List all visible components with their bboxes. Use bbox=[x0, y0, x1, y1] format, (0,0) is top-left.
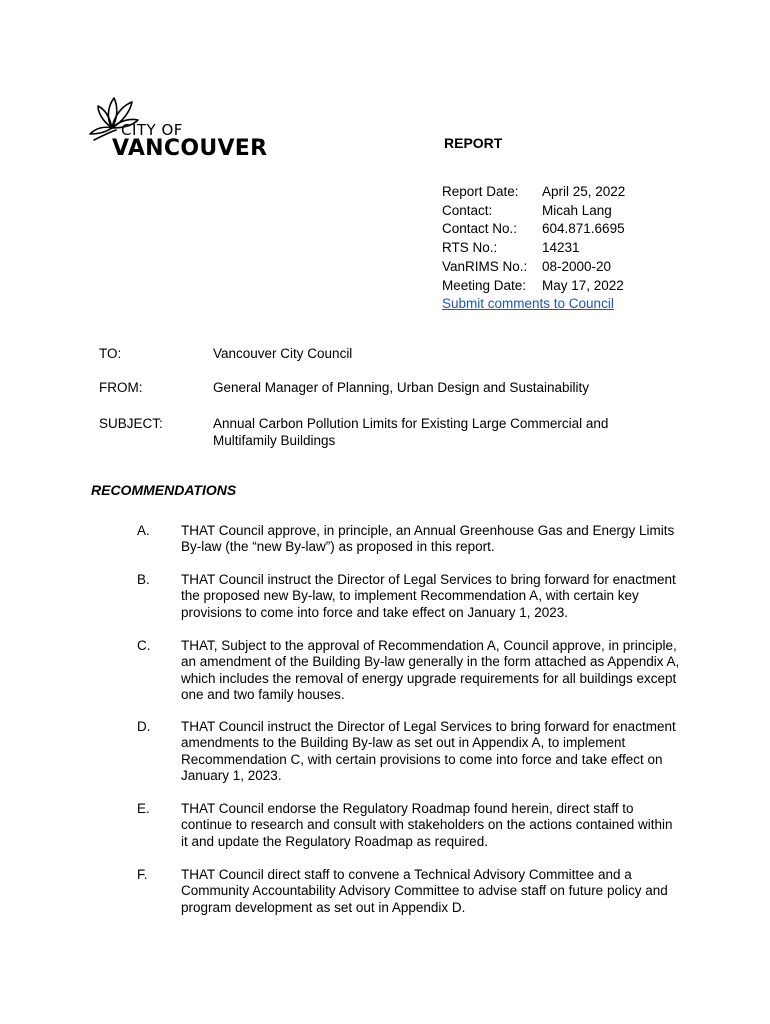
logo-text-vancouver: VANCOUVER bbox=[112, 136, 268, 161]
meta-label: Meeting Date: bbox=[442, 277, 527, 293]
recommendation-text: THAT Council instruct the Director of Legal Services to bring forward for enactment the proposed new By-law, to implement Recommendation A, with certain key provisions to come into force and take effect on January 1, 2023. bbox=[181, 572, 676, 620]
recommendation-letter: B. bbox=[137, 572, 150, 587]
meta-value: April 25, 2022 bbox=[542, 184, 626, 199]
meta-value: 08-2000-20 bbox=[542, 258, 612, 274]
meta-label: Report Date: bbox=[442, 184, 519, 199]
meta-label: Contact No.: bbox=[442, 221, 518, 237]
meta-value: May 17, 2022 bbox=[542, 277, 624, 293]
meta-value: Micah Lang bbox=[542, 202, 612, 218]
recommendation-letter: F. bbox=[137, 867, 148, 882]
recommendations-heading: RECOMMENDATIONS bbox=[91, 482, 237, 498]
logo-text-city-of: CITY OF bbox=[121, 121, 183, 139]
meta-row-contact-no bbox=[442, 220, 625, 239]
recommendation-text: THAT Council instruct the Director of Legal Services to bring forward for enactment amendments to the Building By-law as set out in Appendix A, to implement Recommendation C, with certain provisions to come into force and take effect on January 1, 2023. bbox=[181, 719, 676, 784]
recommendation-letter: A. bbox=[137, 523, 150, 538]
to-value: Vancouver City Council bbox=[213, 346, 353, 361]
recommendation-letter: E. bbox=[137, 801, 150, 816]
recommendation-letter: C. bbox=[137, 638, 151, 653]
meta-label: VanRIMS No.: bbox=[442, 258, 528, 274]
from-label: FROM: bbox=[99, 380, 143, 395]
meta-value: 604.871.6695 bbox=[542, 221, 625, 237]
city-of-vancouver-logo bbox=[88, 92, 268, 162]
meta-value: 14231 bbox=[542, 240, 580, 256]
recommendation-text: THAT Council approve, in principle, an Annual Greenhouse Gas and Energy Limits By-law (the “new By-law”) as proposed in this report. bbox=[181, 523, 675, 555]
subject-label: SUBJECT: bbox=[99, 416, 163, 431]
meta-row-rts-no bbox=[442, 239, 625, 258]
subject-value: Annual Carbon Pollution Limits for Existing Large Commercial and Multifamily Buildings bbox=[213, 416, 609, 448]
recommendation-text: THAT Council endorse the Regulatory Roadmap found herein, direct staff to continue to research and consult with stakeholders on the actions contained within it and update the Regulatory Roadmap as required. bbox=[181, 801, 673, 849]
recommendation-text: THAT Council direct staff to convene a Technical Advisory Committee and a Community Accountability Advisory Committee to advise staff on future policy and program development as set out in Appendix D. bbox=[181, 867, 668, 915]
recommendation-text: THAT, Subject to the approval of Recommendation A, Council approve, in principle, an amendment of the Building By-law generally in the form attached as Appendix A, which includes the removal of energy upgrade requirements for all buildings except one and two family houses. bbox=[181, 638, 680, 703]
report-metadata bbox=[442, 183, 625, 314]
report-title: REPORT bbox=[444, 135, 503, 151]
meta-row-report-date bbox=[442, 183, 625, 202]
meta-label: RTS No.: bbox=[442, 240, 498, 256]
meta-row-meeting-date bbox=[442, 277, 625, 296]
to-label: TO: bbox=[99, 346, 122, 361]
meta-row-contact bbox=[442, 202, 625, 221]
from-value: General Manager of Planning, Urban Design and Sustainability bbox=[213, 380, 589, 395]
meta-label: Contact: bbox=[442, 202, 493, 218]
meta-row-vanrims-no bbox=[442, 258, 625, 277]
submit-comments-link[interactable]: Submit comments to Council bbox=[442, 296, 614, 312]
recommendation-letter: D. bbox=[137, 719, 151, 734]
